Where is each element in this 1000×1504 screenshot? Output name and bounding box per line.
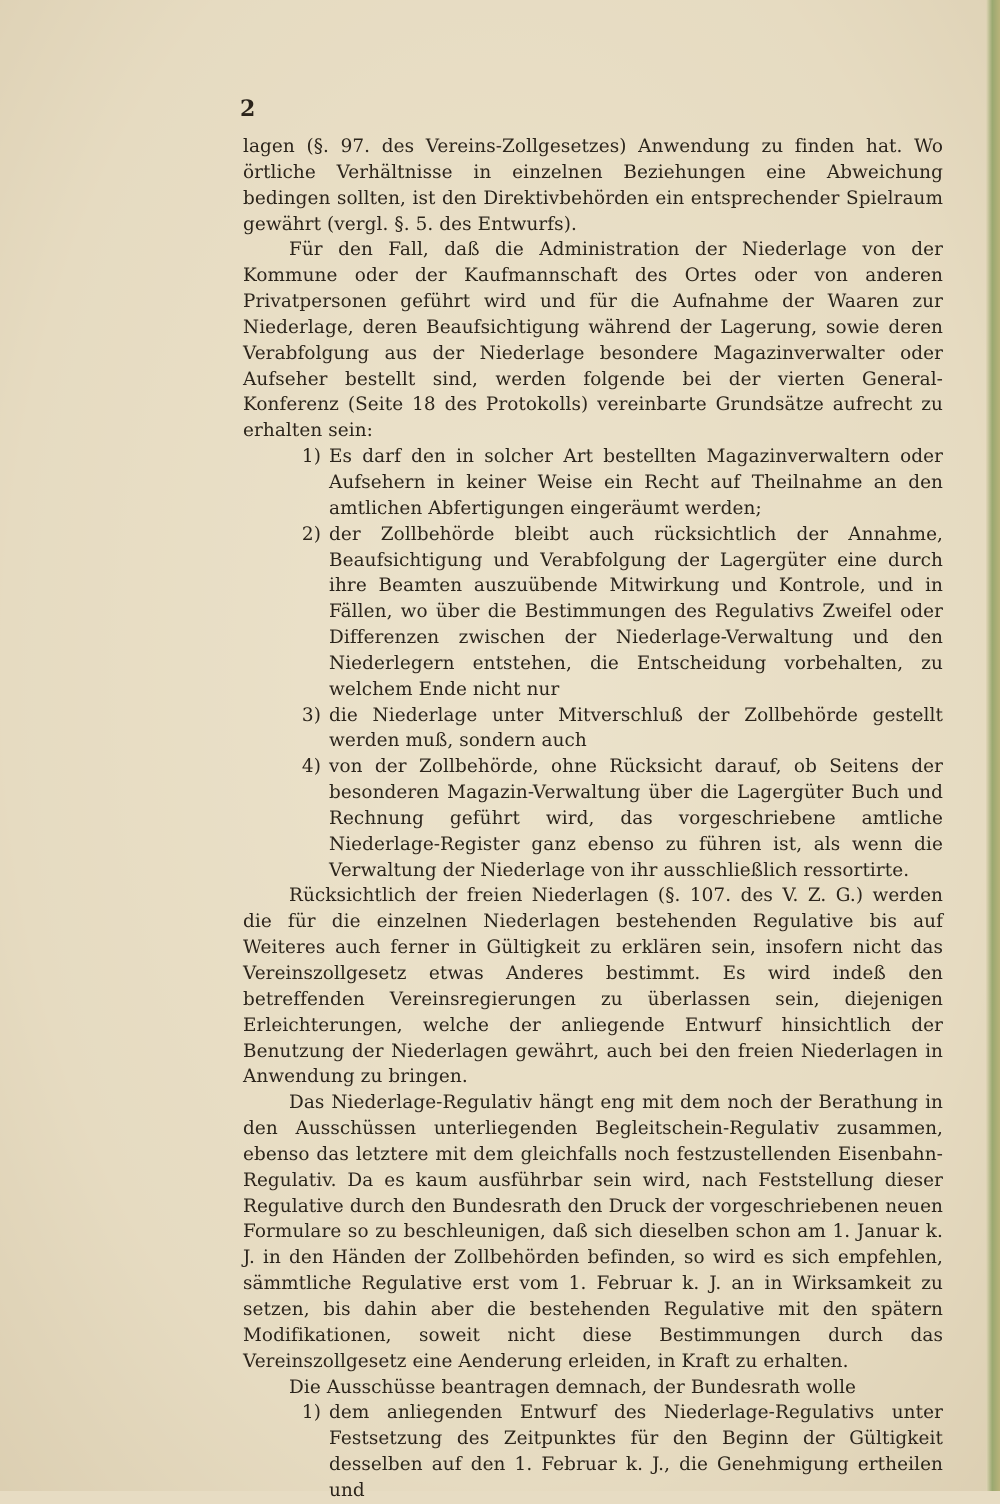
list-item <box>243 444 943 522</box>
list-number: 2) <box>301 523 321 545</box>
list-text: von der Zollbehörde, ohne Rücksicht darauf, ob Seitens der besonderen Magazin-Verwaltung über die Lagergüter Buch und Rechnung geführt wird, das vorgeschriebene amtliche Niederlage-Register ganz ebenso zu führen ist, als wenn die Verwaltung der Niederlage von ihr ausschließlich ressortirte. <box>329 756 943 881</box>
list-text: dem anliegenden Entwurf des Niederlage-Regulativs unter Festsetzung des Zeitpunktes für den Beginn der Gültigkeit desselben auf den 1. Februar k. J., die Genehmigung ertheilen und <box>329 1402 943 1501</box>
paragraph: Für den Fall, daß die Administration der Niederlage von der Kommune oder der Kaufmannschaft des Ortes oder von anderen Privatpersonen geführt wird und für die Aufnahme der Waaren zur Niederlage, deren Beaufsichtigung während der Lagerung, sowie deren Verabfolgung aus der Niederlage besondere Magazinverwalter oder Aufseher bestellt sind, werden folgende bei der vierten General-Konferenz (Seite 18 des Protokolls) vereinbarte Grundsätze aufrecht zu erhalten sein: <box>243 239 943 442</box>
paragraph: Rücksichtlich der freien Niederlagen (§. 107. des V. Z. G.) werden die für die einzelnen Niederlagen bestehenden Regulative bis auf Weiteres auch ferner in Gültigkeit zu erklären sein, insofern nicht das Vereinszollgesetz etwas Anderes bestimmt. Es wird indeß den betreffenden Vereinsregierungen zu überlassen sein, diejenigen Erleichterungen, welche der anliegende Entwurf hinsichtlich der Benutzung der Niederlagen gewährt, auch bei den freien Niederlagen in Anwendung zu bringen. <box>243 885 943 1088</box>
page-edge <box>986 0 1000 1491</box>
list-item <box>243 754 943 883</box>
page-number: 2 <box>240 96 256 122</box>
list-number: 3) <box>301 704 321 726</box>
list-item <box>243 703 943 755</box>
list-item <box>243 522 943 703</box>
list-number: 1) <box>301 1402 321 1424</box>
list-text: der Zollbehörde bleibt auch rücksichtlich der Annahme, Beaufsichtigung und Verabfolgung der Lagergüter eine durch ihre Beamten auszuübende Mitwirkung und Kontrole, und in Fällen, wo über die Bestimmungen des Regulativs Zweifel oder Differenzen zwischen der Niederlage-Verwaltung und den Niederlegern entstehen, die Entscheidung vorbehalten, zu welchem Ende nicht nur <box>329 523 943 700</box>
list-item <box>243 1400 943 1503</box>
list-text: die Niederlage unter Mitverschluß der Zollbehörde gestellt werden muß, sondern auch <box>329 704 943 752</box>
body-text <box>243 134 943 1504</box>
list-number: 1) <box>301 446 321 468</box>
list-number: 4) <box>301 756 321 778</box>
paragraph: Die Ausschüsse beantragen demnach, der Bundesrath wolle <box>289 1376 857 1398</box>
paragraph: Das Niederlage-Regulativ hängt eng mit dem noch der Berathung in den Ausschüssen unterliegenden Begleitschein-Regulativ zusammen, ebenso das letztere mit dem gleichfalls noch festzustellenden Eisenbahn-Regulativ. Da es kaum ausführbar sein wird, nach Feststellung dieser Regulative durch den Bundesrath den Druck der vorgeschriebenen neuen Formulare so zu beschleunigen, daß sich dieselben schon am 1. Januar k. J. in den Händen der Zollbehörden befinden, so wird es sich empfehlen, sämmtliche Regulative erst vom 1. Februar k. J. an in Wirksamkeit zu setzen, bis dahin aber die bestehenden Regulative mit den spätern Modifikationen, soweit nicht diese Bestimmungen durch das Vereinszollgesetz eine Aenderung erleiden, in Kraft zu erhalten. <box>243 1092 943 1372</box>
paragraph: lagen (§. 97. des Vereins-Zollgesetzes) Anwendung zu finden hat. Wo örtliche Verhältnisse in einzelnen Beziehungen eine Abweichung bedingen sollten, ist den Direktivbehörden ein entsprechender Spielraum gewährt (vergl. §. 5. des Entwurfs). <box>243 136 943 235</box>
list-text: Es darf den in solcher Art bestellten Magazinverwaltern oder Aufsehern in keiner Weise ein Recht auf Theilnahme an den amtlichen Abfertigungen eingeräumt werden; <box>329 446 943 519</box>
